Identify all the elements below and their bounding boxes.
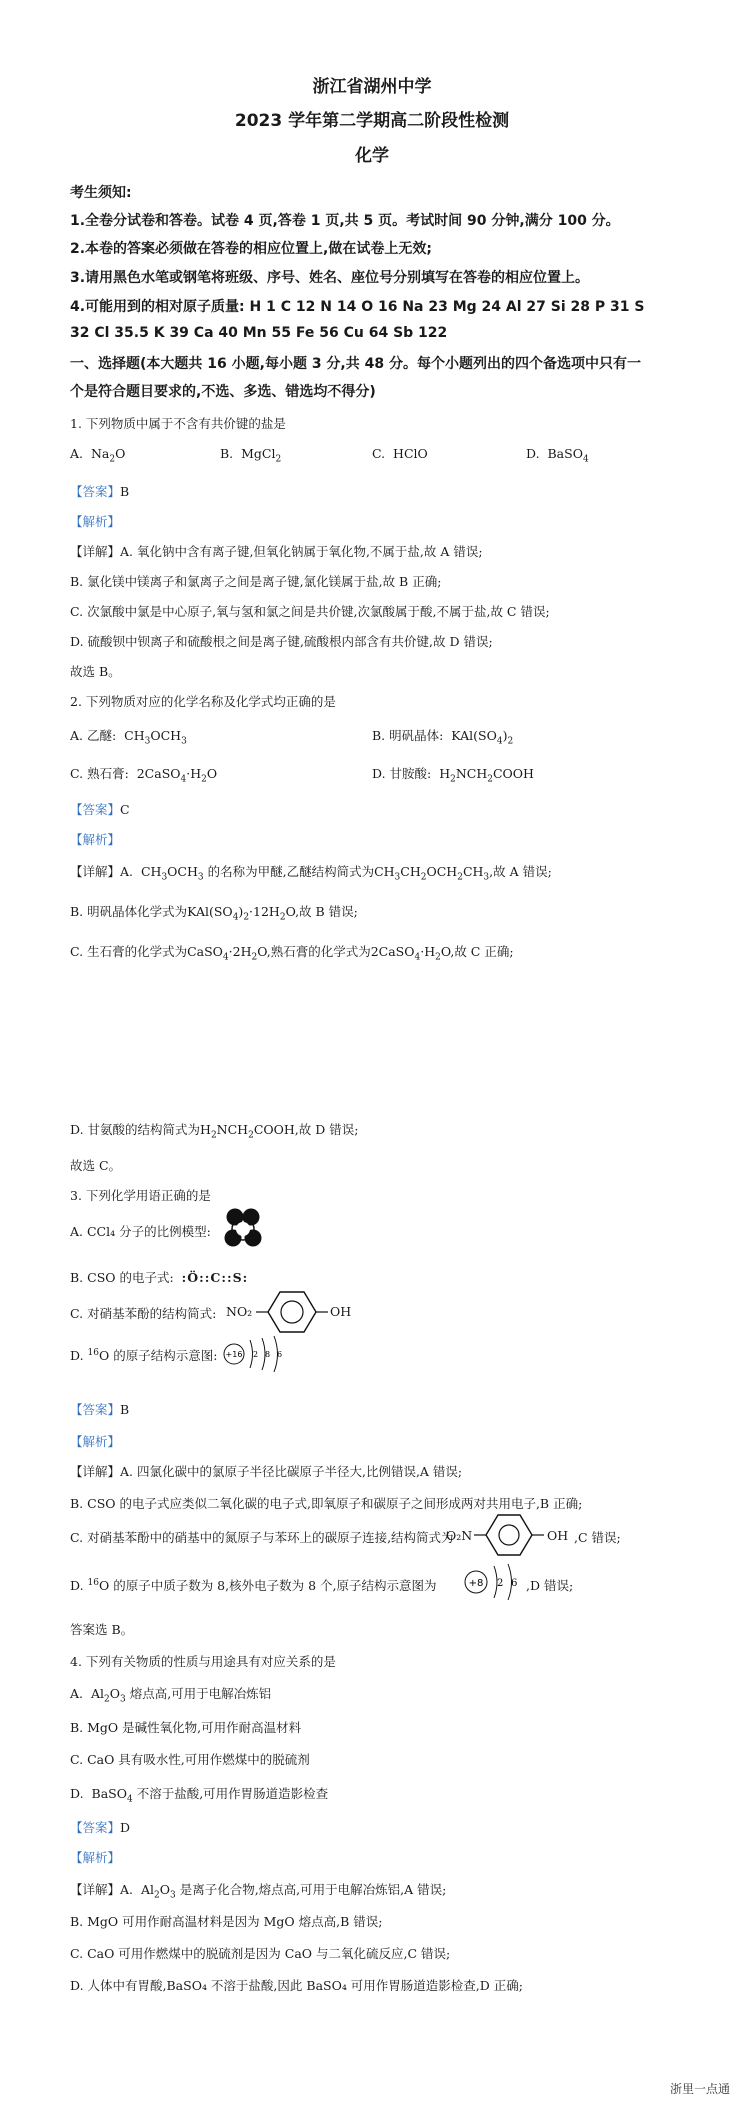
q3-option-b-label: B. CSO 的电子式: [70, 1270, 174, 1285]
q3-detail-d-end: ,D 错误; [526, 1578, 574, 1593]
q4-option-d-post: 不溶于盐酸,可用作胃肠道造影检查 [136, 1786, 329, 1801]
q2-detail-b-end: ,故 B 错误; [295, 904, 358, 919]
q3-option-d [70, 1346, 217, 1364]
nitrophenol-ring-detail [474, 1512, 546, 1558]
q2-detail-a-pre: 【详解】A. [70, 864, 134, 879]
q2-option-d: D. 甘胺酸: $H_2NCH_2COOH$ [372, 766, 534, 785]
notice-item-3: 3.请用黑色水笔或钢笔将班级、序号、姓名、座位号分别填写在答卷的相应位置上。 [70, 270, 590, 286]
q1-answer [70, 482, 129, 500]
q4-detail-a-post: 是离子化合物,熔点高,可用于电解冶炼铝,A 错误; [179, 1882, 447, 1897]
q2-detail-d-end: ,故 D 错误; [294, 1122, 359, 1137]
q1-detail-c: C. 次氯酸中氯是中心原子,氧与氢和氯之间是共价键,次氯酸属于酸,不属于盐,故 C 错误; [70, 604, 550, 619]
q2-detail-b: B. 明矾晶体化学式为$KAl(SO_4)_2\cdot 12H_2O$,故 B 错误; [70, 904, 358, 923]
nucleus-b-label: +8 [468, 1578, 484, 1589]
exam-title: 2023 学年第二学期高二阶段性检测 [234, 111, 510, 131]
o2n-label: O₂N [446, 1528, 473, 1543]
q1-stem: 1. 下列物质中属于不含有共价键的盐是 [70, 416, 286, 431]
q1-option-d: D. BaSO$_4$ [526, 446, 589, 465]
q4-detail-a-pre: 【详解】A. [70, 1882, 134, 1897]
notice-item-4b: 32 Cl 35.5 K 39 Ca 40 Mn 55 Fe 56 Cu 64 Sb 122 [70, 325, 448, 341]
q1-option-a: A. $Na_2O$ [70, 446, 126, 465]
q2-option-b: B. 明矾晶体: $KAl(SO_4)_2$ [372, 728, 514, 747]
q4-detail-d: D. 人体中有胃酸,BaSO₄ 不溶于盐酸,因此 BaSO₄ 可用作胃肠道造影检查,D 正确; [70, 1978, 523, 1993]
notice-item-4a: 4.可能用到的相对原子质量: H 1 C 12 N 14 O 16 Na 23 Mg 24 Al 27 Si 28 P 31 S [70, 299, 645, 315]
q2-option-a-label: A. 乙醚: [70, 728, 117, 743]
q4-option-a-pre: A. [70, 1686, 84, 1701]
answer-value: B [120, 1402, 130, 1417]
q4-detail-a: 【详解】A. $Al_2O_3$ 是离子化合物,熔点高,可用于电解冶炼铝,A 错误; [70, 1882, 447, 1901]
q3-option-d-pre: D. [70, 1348, 84, 1363]
q3-option-b: B. CSO 的电子式: :Ö::C::S: [70, 1270, 249, 1285]
q3-detail-c-pre: C. 对硝基苯酚中的硝基中的氮原子与苯环上的碳原子连接,结构简式为 [70, 1530, 454, 1545]
answer-value: C [120, 802, 130, 817]
q4-option-a: A. $Al_2O_3$ 熔点高,可用于电解冶炼铝 [70, 1686, 272, 1705]
q4-option-d-pre: D. [70, 1786, 84, 1801]
q3-option-d-sup: 16 [87, 1347, 99, 1358]
nitrophenol-ring [256, 1288, 330, 1336]
subject-title: 化学 [355, 146, 389, 166]
q2-detail-d-pre: D. 甘氨酸的结构简式为 [70, 1122, 201, 1137]
q2-analysis-tag: 【解析】 [70, 832, 121, 847]
q3-detail-d-sup: 16 [87, 1577, 99, 1588]
q2-detail-a-mid: 的名称为甲醚,乙醚结构简式为 [203, 864, 375, 879]
q2-option-b-label: B. 明矾晶体: [372, 728, 444, 743]
q3-conclusion: 答案选 B。 [70, 1622, 134, 1637]
answer-tag: 【答案】 [70, 484, 121, 499]
q4-detail-b: B. MgO 可用作耐高温材料是因为 MgO 熔点高,B 错误; [70, 1914, 383, 1929]
answer-tag: 【答案】 [70, 1402, 121, 1417]
shell-b1-label: 2 [497, 1578, 504, 1589]
o16-structure-diagram [462, 1560, 524, 1606]
q2-detail-a-end: ,故 A 错误; [489, 864, 552, 879]
q4-answer [70, 1818, 130, 1836]
shell-a3-label: 6 [277, 1350, 283, 1359]
oh2-label: OH [547, 1528, 569, 1543]
q1-detail-a [70, 542, 483, 560]
q3-stem: 3. 下列化学用语正确的是 [70, 1188, 211, 1203]
answer-value: D [120, 1820, 131, 1835]
q4-detail-c: C. CaO 可用作燃煤中的脱硫剂是因为 CaO 与二氧化硫反应,C 错误; [70, 1946, 451, 1961]
detail-text: A. 氧化钠中含有离子键,但氧化钠属于氧化物,不属于盐,故 A 错误; [120, 544, 483, 559]
q2-detail-c: C. 生石膏的化学式为$CaSO_4\cdot 2H_2O$,熟石膏的化学式为$2CaSO_4\cdot H_2O$,故 C 正确; [70, 944, 514, 963]
no2-label: NO₂ [226, 1304, 253, 1319]
q3-detail-a: 【详解】A. 四氯化碳中的氯原子半径比碳原子半径大,比例错误,A 错误; [70, 1464, 463, 1479]
q4-stem: 4. 下列有关物质的性质与用途具有对应关系的是 [70, 1654, 336, 1669]
q2-option-d-label: D. 甘胺酸: [372, 766, 432, 781]
shell-b2-label: 6 [511, 1578, 518, 1589]
q1-detail-b: B. 氯化镁中镁离子和氯离子之间是离子键,氯化镁属于盐,故 B 正确; [70, 574, 442, 589]
q4-option-d: D. BaSO$_4$ 不溶于盐酸,可用作胃肠道造影检查 [70, 1786, 329, 1805]
q2-detail-a: 【详解】A. $CH_3OCH_3$ 的名称为甲醚,乙醚结构简式为$CH_3CH_2OCH_2CH_3$,故 A 错误; [70, 864, 552, 883]
nucleus-a-label: +16 [225, 1350, 243, 1359]
q1-option-b: B. MgCl$_2$ [220, 446, 282, 465]
q3-option-a: A. CCl₄ 分子的比例模型: [70, 1224, 211, 1239]
answer-tag: 【答案】 [70, 802, 121, 817]
q3-analysis-tag: 【解析】 [70, 1434, 121, 1449]
q1-detail-d: D. 硫酸钡中钡离子和硫酸根之间是离子键,硫酸根内部含有共价键,故 D 错误; [70, 634, 493, 649]
section-heading-1: 一、选择题(本大题共 16 小题,每小题 3 分,共 48 分。每个小题列出的四个备选项中只有一 [70, 356, 641, 372]
q2-conclusion: 故选 C。 [70, 1158, 122, 1173]
q3-detail-d-mid: O 的原子中质子数为 8,核外电子数为 8 个,原子结构示意图为 [98, 1578, 437, 1593]
q3-detail-d-pre: D. [70, 1578, 88, 1593]
q1-option-c: C. HClO [372, 446, 428, 461]
shell-a2-label: 8 [265, 1350, 271, 1359]
q3-option-d-post: O 的原子结构示意图: [99, 1348, 218, 1363]
q2-detail-c-mid: ,熟石膏的化学式为 [266, 944, 371, 959]
school-title: 浙江省湖州中学 [312, 77, 432, 97]
q2-stem: 2. 下列物质对应的化学名称及化学式均正确的是 [70, 694, 336, 709]
q2-detail-b-pre: B. 明矾晶体化学式为 [70, 904, 188, 919]
oh-label: OH [330, 1304, 352, 1319]
o16-wrong-structure-diagram [222, 1334, 292, 1378]
q2-option-a: A. 乙醚: $CH_3OCH_3$ [70, 728, 187, 747]
q2-answer [70, 800, 130, 818]
notice-title: 考生须知: [70, 185, 132, 201]
q3-answer [70, 1400, 129, 1418]
q2-option-c-label: C. 熟石膏: [70, 766, 129, 781]
q4-option-c: C. CaO 具有吸水性,可用作燃煤中的脱硫剂 [70, 1752, 310, 1767]
ccl4-space-filling-model [218, 1206, 268, 1252]
q3-detail-d [70, 1576, 436, 1594]
answer-value: B [120, 484, 130, 499]
q1-analysis-tag: 【解析】 [70, 514, 121, 529]
q2-detail-d: D. 甘氨酸的结构简式为$H_2NCH_2COOH$,故 D 错误; [70, 1122, 359, 1141]
q4-option-a-post: 熔点高,可用于电解冶炼铝 [129, 1686, 272, 1701]
q3-detail-b: B. CSO 的电子式应类似二氧化碳的电子式,即氧原子和碳原子之间形成两对共用电子,B 正确; [70, 1496, 583, 1511]
notice-item-1: 1.全卷分试卷和答卷。试卷 4 页,答卷 1 页,共 5 页。考试时间 90 分钟,满分 100 分。 [70, 213, 620, 229]
shell-a1-label: 2 [253, 1350, 259, 1359]
q2-detail-c-pre: C. 生石膏的化学式为 [70, 944, 188, 959]
q4-analysis-tag: 【解析】 [70, 1850, 121, 1865]
q3-option-c: C. 对硝基苯酚的结构简式: [70, 1306, 217, 1321]
detail-tag: 【详解】 [70, 544, 121, 559]
answer-tag: 【答案】 [70, 1820, 121, 1835]
q2-option-c: C. 熟石膏: $2CaSO_4\cdot H_2O$ [70, 766, 218, 785]
footer-watermark: 浙里一点通 [669, 2082, 730, 2096]
q4-option-b: B. MgO 是碱性氧化物,可用作耐高温材料 [70, 1720, 302, 1735]
q2-detail-c-end: ,故 C 正确; [450, 944, 514, 959]
q3-detail-c-end: ,C 错误; [574, 1530, 621, 1545]
section-heading-2: 个是符合题目要求的,不选、多选、错选均不得分) [70, 384, 376, 400]
q1-conclusion: 故选 B。 [70, 664, 121, 679]
notice-item-2: 2.本卷的答案必须做在答卷的相应位置上,做在试卷上无效; [70, 241, 432, 257]
